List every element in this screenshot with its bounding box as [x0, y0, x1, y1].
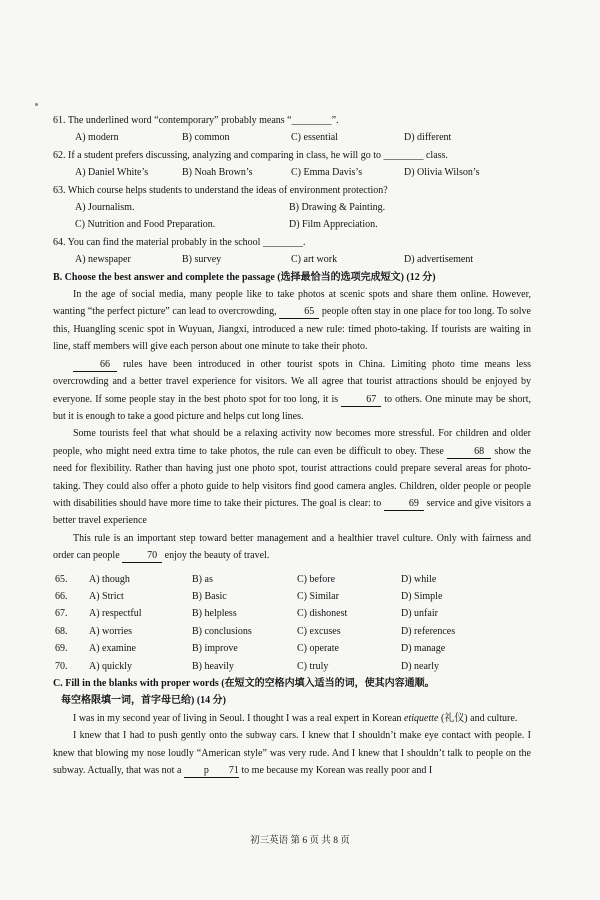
question-61: 61. The underlined word “contemporary” probably means “________”.: [53, 115, 339, 126]
option-d: D) Olivia Wilson’s: [404, 167, 480, 179]
question-63-options-row1: [53, 199, 531, 216]
option-a: A) modern: [75, 132, 119, 144]
section-c-subheading: 每空格限填一词，首字母已给) (14 分): [61, 695, 226, 707]
passage-c-paragraph-2: I knew that I had to push gently onto the subway cars. I knew that I shouldn’t make eye contact with people. I knew that blowing my nose loudly “American style” was very rude. And I knew that I shouldn’t talk to people on the subway. Actually, that was not a p 71 to me because my Korean was really poor and I: [53, 730, 531, 777]
question-63: 63. Which course helps students to understand the ideas of environment protection?: [53, 184, 388, 196]
question-64: 64. You can find the material probably in the school ________.: [53, 236, 306, 248]
passage-b-paragraph-4: This rule is an important step toward better management and a healthier travel culture. Only with fairness and order can people 70 enjoy the beauty of travel.: [53, 532, 531, 562]
option-d: D) advertisement: [404, 254, 474, 266]
option-d: D) different: [404, 132, 452, 144]
option-c: C) Nutrition and Food Preparation.: [75, 219, 216, 231]
answer-row-67: 67. A) respectful B) helpless C) dishonest D) unfair: [55, 608, 438, 620]
answer-row-70: 70. A) quickly B) heavily C) truly D) nearly: [55, 660, 440, 672]
option-a: A) Daniel White’s: [75, 167, 149, 179]
option-c: C) Emma Davis’s: [291, 167, 363, 179]
question-62: 62. If a student prefers discussing, analyzing and comparing in class, he will go to ________ class.: [53, 149, 448, 161]
option-c: C) essential: [291, 132, 338, 144]
question-62-options: [53, 164, 531, 181]
option-b: B) Drawing & Painting.: [289, 202, 386, 214]
passage-c-paragraph-1: I was in my second year of living in Seoul. I thought I was a real expert in Korean etiquette (礼仪) and culture.: [73, 712, 518, 724]
answer-row-69: 69. A) examine B) improve C) operate D) manage: [55, 643, 446, 655]
section-b-heading: B. Choose the best answer and complete the passage (选择最恰当的选项完成短文) (12 分): [53, 271, 436, 283]
option-b: B) Noah Brown’s: [182, 167, 253, 179]
scan-dot: [35, 103, 38, 106]
blank-70: 70: [122, 550, 162, 563]
page-footer: 初三英语 第 6 页 共 8 页: [250, 836, 350, 846]
passage-b-paragraph-3: Some tourists feel that what should be a relaxing activity now becomes more stressful. For children and older people, who might need extra time to take photos, the rule can even be difficult to obey. These 68 show the need for flexibility. Rather than having just one photo spot, tourist attractions could prepare several areas for photo-taking. They could also offer a photo guide to help visitors find good camera angles. Children, older people or people with disabilities should have more time to take their pictures. The goal is clear: to 69 service and give visitors a better travel experience: [53, 428, 532, 527]
answer-options: [53, 571, 531, 675]
answer-row-65: 65. A) though B) as C) before D) while: [55, 573, 437, 585]
question-63-options-row2: [53, 216, 531, 233]
page-content: [53, 112, 531, 779]
option-a: A) newspaper: [75, 254, 131, 266]
answer-row-66: 66. A) Strict B) Basic C) Similar D) Simple: [55, 590, 443, 602]
answer-row-68: 68. A) worries B) conclusions C) excuses D) references: [55, 625, 456, 637]
option-a: A) Journalism.: [75, 202, 135, 214]
question-64-options: [53, 251, 531, 268]
blank-65: 65: [279, 306, 319, 319]
option-c: C) art work: [291, 254, 338, 266]
passage-b-paragraph-1: In the age of social media, many people like to take photos at scenic spots and share them online. However, wanting “the perfect picture” can lead to overcrowding, 65 people often stay in one place for too long. To solve this, Huangling scenic spot in Wuyuan, Jiangxi, introduced a new rule: timed photo-taking. If tourists are waiting in line, staff members will give each person about one minute to take their photo.: [53, 289, 531, 353]
passage-b-paragraph-2: 66 rules have been introduced in other tourist spots in China. Limiting photo time means less overcrowding and a better travel experience for visitors. We all agree that tourist attractions should be enjoyed by everyone. If some people stay in the best photo spot for too long, it is 67 to others. One minute may be short, but it is enough to take a good picture and helps cut long lines.: [53, 358, 531, 422]
blank-68: 68: [447, 446, 491, 459]
blank-69: 69: [384, 498, 424, 511]
blank-71: p 71: [184, 765, 239, 778]
blank-67: 67: [341, 394, 381, 407]
section-c-heading: C. Fill in the blanks with proper words (在短文的空格内填入适当的词，使其内容通顺。: [53, 678, 435, 689]
option-b: B) common: [182, 132, 230, 144]
question-61-options: [53, 129, 531, 146]
option-b: B) survey: [182, 254, 222, 266]
etiquette-word: etiquette: [404, 712, 439, 724]
blank-66: 66: [73, 359, 117, 372]
option-d: D) Film Appreciation.: [289, 219, 378, 231]
